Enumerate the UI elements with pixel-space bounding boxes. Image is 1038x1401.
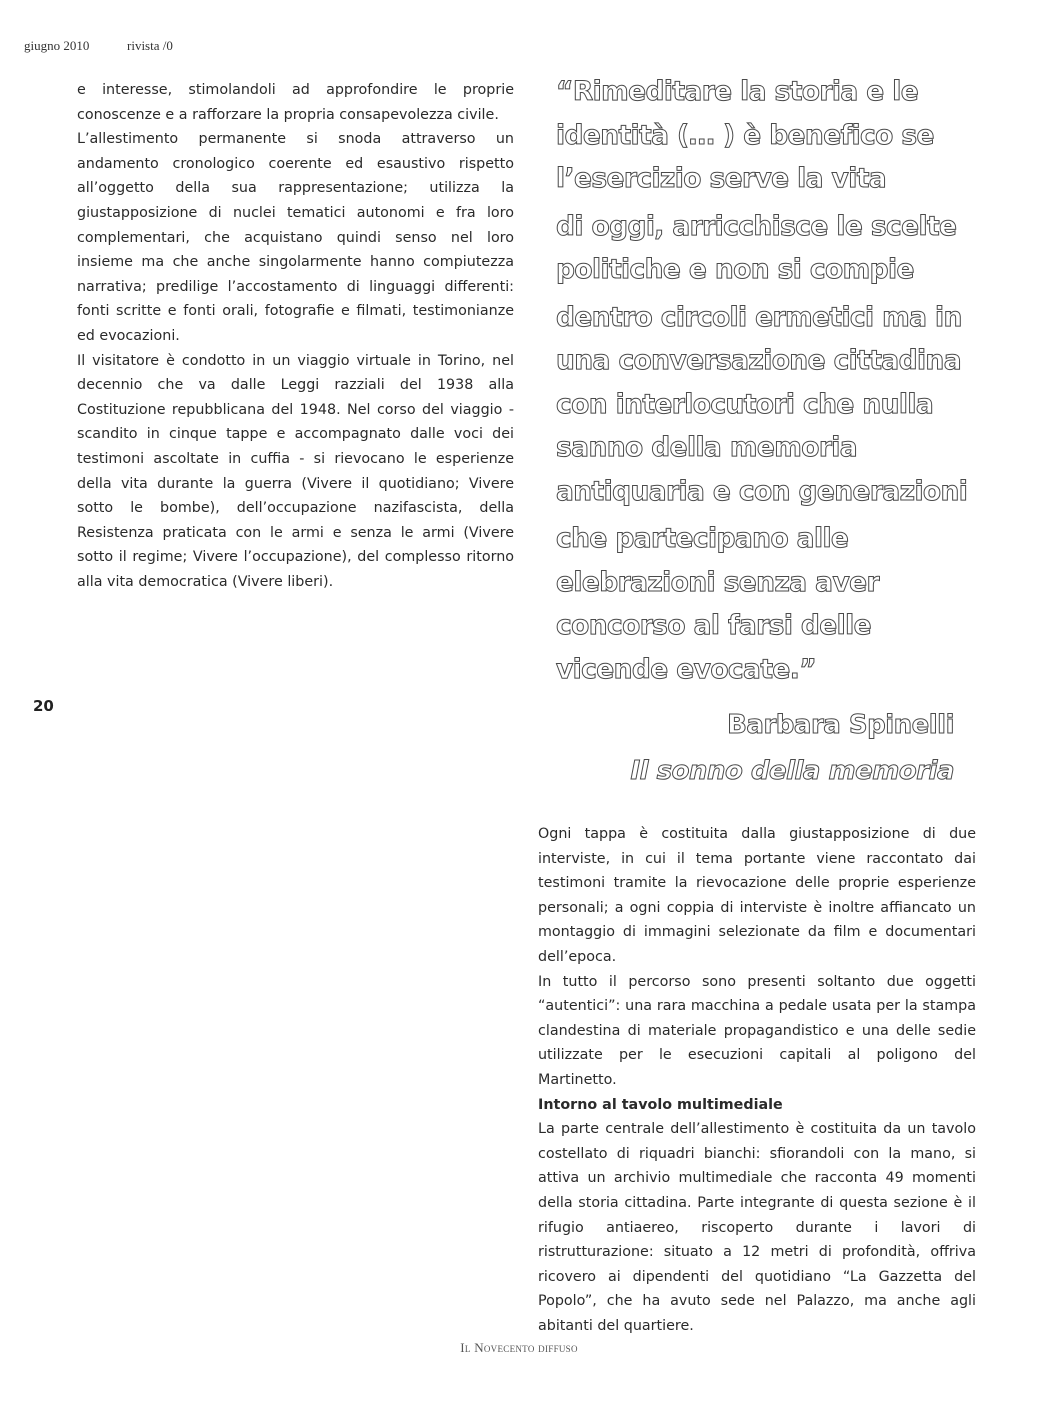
right-paragraph-1: Ogni tappa è costituita dalla giustapposizione di due interviste, in cui il tema portante viene raccontato dai testimoni tramite la rievocazione delle proprie esperienze personali; a ogni coppia di interviste è inoltre affiancato un montaggio di immagini selezionate da film e documentari dell’epoca. — [538, 826, 976, 965]
issue-date: giugno 2010 — [24, 38, 90, 53]
section-subheading: Intorno al tavolo multimediale — [538, 1096, 783, 1113]
right-text-column — [538, 822, 976, 1338]
left-text-column — [77, 78, 514, 594]
quote-line: di oggi, arricchisce le scelte — [556, 210, 957, 242]
left-paragraph-3: Il visitatore è condotto in un viaggio virtuale in Torino, nel decennio che va dalle Leggi razziali del 1938 alla Costituzione repubblicana del 1948. Nel corso del viaggio - scandito in cinque tappe e accompagnato dalle voci dei testimoni ascoltate in cuffia - si rievocano le esperienze della vita durante la guerra (Vivere il quotidiano; Vivere sotto le bombe), dell’occupazione nazifascista, della Resistenza praticata con le armi e senza le armi (Vivere sotto il regime; Vivere l’occupazione), del complesso ritorno alla vita democratica (Vivere liberi). — [77, 352, 514, 590]
quote-attribution — [630, 702, 954, 794]
right-paragraph-2: In tutto il percorso sono presenti soltanto due oggetti “autentici”: una rara macchina a pedale usata per la stampa clandestina di materiale propagandistico e una delle sedie utilizzate per le esecuzioni capitali al poligono del Martinetto. — [538, 973, 976, 1088]
quote-line: l’esercizio serve la vita — [556, 163, 887, 194]
quote-line: dentro circoli ermetici ma in — [556, 301, 962, 333]
quote-line: identità (… ) è benefico se — [556, 119, 934, 151]
quote-line: “Rimeditare la storia e le — [556, 76, 919, 107]
quote-line: che partecipano alle — [556, 523, 849, 554]
quote-line: una conversazione cittadina — [556, 345, 961, 376]
issue-label: rivista /0 — [127, 38, 173, 53]
page-footer: Il Novecento diffuso — [460, 1340, 578, 1355]
quote-line: politiche e non si compie — [556, 254, 914, 285]
page-header — [24, 38, 173, 54]
quote-line: concorso al farsi delle — [556, 610, 872, 641]
page-number: 20 — [33, 697, 54, 715]
quote-work-title: Il sonno della memoria — [630, 756, 954, 786]
left-paragraph-2: L’allestimento permanente si snoda attraverso un andamento cronologico coerente ed esaustivo rispetto all’oggetto della sua rappresentazione; utilizza la giustapposizione di nuclei tematici autonomi e fra loro complementari, che acquistano quindi senso nel loro insieme ma che anche singolarmente hanno compiutezza narrativa; predilige l’accostamento di linguaggi differenti: fonti scritte e fonti orali, fotografie e filmati, testimonianze ed evocazioni. — [77, 131, 514, 344]
pull-quote — [556, 70, 976, 691]
quote-line: elebrazioni senza aver — [556, 566, 879, 598]
quote-line: vicende evocate.” — [556, 653, 817, 685]
right-paragraph-3: La parte centrale dell’allestimento è costituita da un tavolo costellato di riquadri bianchi: sfiorandoli con la mano, si attiva un archivio multimediale che racconta 49 momenti della storia cittadina. Parte integrante di questa sezione è il rifugio antiaereo, riscoperto durante i lavori di ristrutturazione: situato a 12 metri di profondità, offriva ricovero ai dipendenti del quotidiano “La Gazzetta del Popolo”, che ha avuto sede nel Palazzo, ma anche agli abitanti del quartiere. — [538, 1121, 976, 1334]
quote-line: sanno della memoria — [556, 432, 858, 463]
quote-line: con interlocutori che nulla — [556, 388, 934, 420]
quote-line: antiquaria e con generazioni — [556, 475, 968, 507]
quote-author: Barbara Spinelli — [727, 710, 954, 740]
left-paragraph-1: e interesse, stimolandoli ad approfondire le proprie conoscenze e a rafforzare la propria consapevolezza civile. — [77, 82, 514, 123]
